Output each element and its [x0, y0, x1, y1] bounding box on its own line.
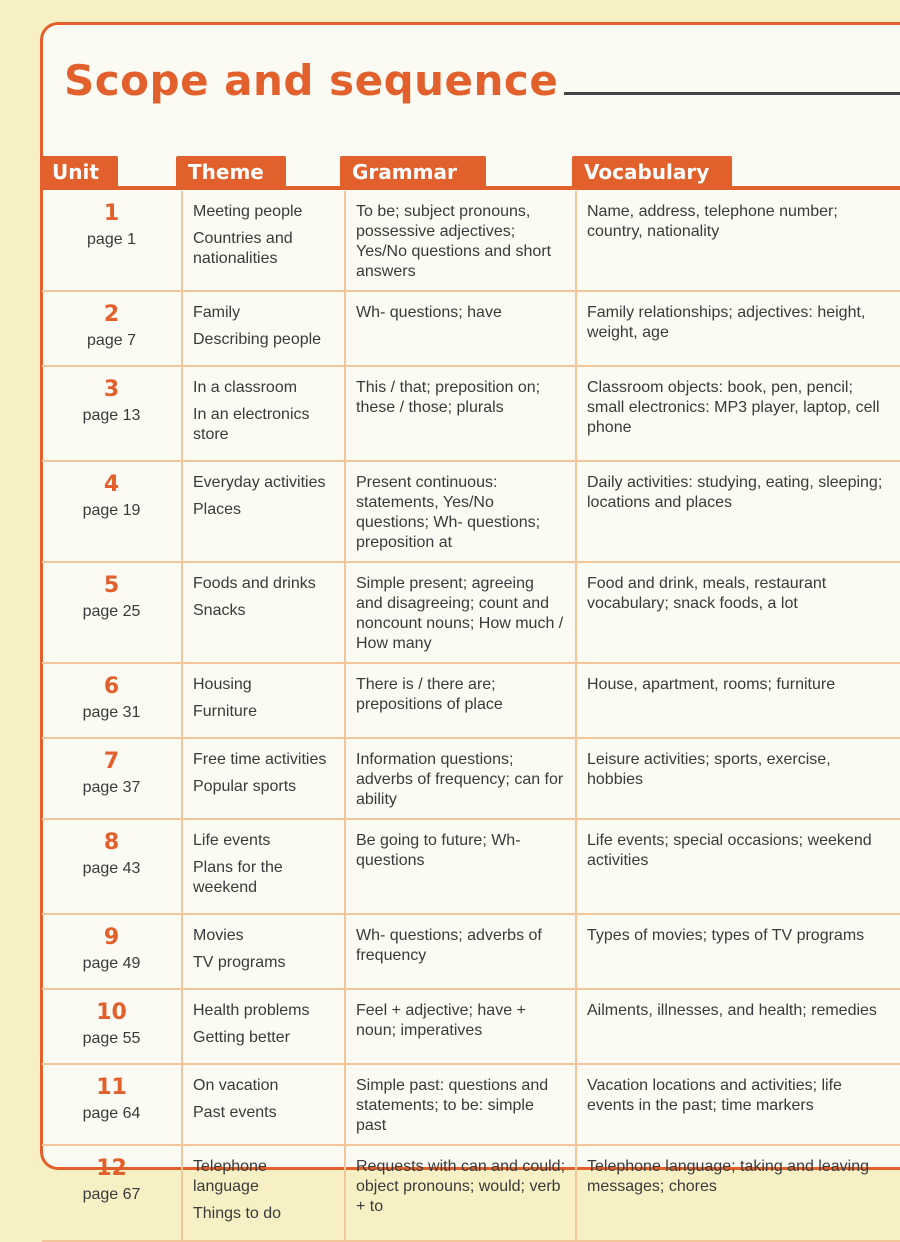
unit-page: page 43: [82, 860, 141, 877]
theme-item: In an electronics store: [193, 406, 310, 443]
header-unit: Unit: [40, 156, 118, 188]
unit-number: 7: [103, 749, 120, 774]
grammar-text: This / that; preposition on; these / those; plurals: [356, 379, 545, 416]
table-row: [42, 819, 900, 914]
vocabulary-text: Types of movies; types of TV programs: [587, 927, 865, 944]
theme-item: Everyday activities: [193, 474, 326, 491]
vocabulary-text: Vacation locations and activities; life events in the past; time markers: [587, 1077, 847, 1114]
grammar-cell: [345, 663, 576, 738]
vocabulary-cell: [576, 1064, 900, 1145]
theme-item: Getting better: [193, 1029, 290, 1046]
unit-page: page 31: [82, 704, 141, 721]
theme-cell: [182, 562, 345, 663]
unit-page: page 25: [82, 603, 141, 620]
grammar-text: Wh- questions; have: [356, 304, 502, 321]
theme-item: Life events: [193, 832, 271, 849]
unit-page: page 55: [82, 1030, 141, 1047]
theme-item: Describing people: [193, 331, 322, 348]
theme-item: On vacation: [193, 1077, 279, 1094]
unit-page: page 13: [82, 407, 141, 424]
grammar-text: Be going to future; Wh- questions: [356, 832, 525, 869]
theme-cell: [182, 366, 345, 461]
table-row: [42, 1064, 900, 1145]
unit-cell: [42, 1064, 182, 1145]
unit-cell: [42, 1145, 182, 1241]
theme-item: Free time activities: [193, 751, 327, 768]
scope-table: [42, 191, 900, 1242]
unit-page: page 64: [82, 1105, 141, 1122]
unit-cell: [42, 366, 182, 461]
vocabulary-cell: [576, 366, 900, 461]
title-row: [64, 56, 900, 116]
grammar-cell: [345, 191, 576, 291]
vocabulary-cell: [576, 191, 900, 291]
unit-page: page 67: [82, 1186, 141, 1203]
vocabulary-text: Leisure activities; sports, exercise, hobbies: [587, 751, 836, 788]
theme-item: Popular sports: [193, 778, 297, 795]
unit-number: 1: [103, 201, 120, 226]
theme-item: Movies: [193, 927, 244, 944]
theme-cell: [182, 663, 345, 738]
table-row: [42, 663, 900, 738]
theme-cell: [182, 914, 345, 989]
theme-item: Things to do: [193, 1205, 282, 1222]
theme-cell: [182, 191, 345, 291]
table-row: [42, 461, 900, 562]
unit-cell: [42, 738, 182, 819]
theme-cell: [182, 461, 345, 562]
grammar-text: Present continuous: statements, Yes/No questions; Wh- questions; preposition at: [356, 474, 545, 551]
table-row: [42, 191, 900, 291]
unit-cell: [42, 989, 182, 1064]
column-header-tabs: [40, 156, 900, 188]
theme-cell: [182, 1145, 345, 1241]
unit-number: 12: [96, 1156, 127, 1181]
vocabulary-text: Family relationships; adjectives: height, weight, age: [587, 304, 870, 341]
unit-cell: [42, 291, 182, 366]
vocabulary-cell: [576, 291, 900, 366]
table-row: [42, 366, 900, 461]
unit-number: 6: [103, 674, 120, 699]
theme-item: Foods and drinks: [193, 575, 316, 592]
unit-cell: [42, 191, 182, 291]
grammar-cell: [345, 1064, 576, 1145]
theme-cell: [182, 291, 345, 366]
theme-cell: [182, 819, 345, 914]
vocabulary-cell: [576, 461, 900, 562]
vocabulary-cell: [576, 989, 900, 1064]
grammar-text: Wh- questions; adverbs of frequency: [356, 927, 547, 964]
header-theme: Theme: [176, 156, 286, 188]
grammar-cell: [345, 461, 576, 562]
header-grammar: Grammar: [340, 156, 486, 188]
unit-number: 3: [103, 377, 120, 402]
theme-item: Meeting people: [193, 203, 303, 220]
vocabulary-cell: [576, 738, 900, 819]
theme-item: Snacks: [193, 602, 246, 619]
unit-page: page 7: [87, 332, 136, 349]
grammar-text: To be; subject pronouns, possessive adjectives; Yes/No questions and short answers: [356, 203, 556, 280]
grammar-cell: [345, 291, 576, 366]
vocabulary-text: Food and drink, meals, restaurant vocabulary; snack foods, a lot: [587, 575, 831, 612]
table-row: [42, 914, 900, 989]
theme-item: Countries and nationalities: [193, 230, 293, 267]
vocabulary-cell: [576, 819, 900, 914]
table-row: [42, 1145, 900, 1241]
grammar-cell: [345, 366, 576, 461]
theme-item: Past events: [193, 1104, 277, 1121]
unit-cell: [42, 914, 182, 989]
unit-page: page 49: [82, 955, 141, 972]
theme-cell: [182, 989, 345, 1064]
unit-cell: [42, 562, 182, 663]
vocabulary-cell: [576, 562, 900, 663]
unit-cell: [42, 663, 182, 738]
unit-number: 8: [103, 830, 120, 855]
table-row: [42, 989, 900, 1064]
theme-item: Telephone language: [193, 1158, 267, 1195]
page-title: Scope and sequence: [64, 56, 559, 105]
theme-cell: [182, 738, 345, 819]
table-row: [42, 738, 900, 819]
grammar-cell: [345, 989, 576, 1064]
unit-number: 10: [96, 1000, 127, 1025]
vocabulary-text: Classroom objects: book, pen, pencil; small electronics: MP3 player, laptop, cell phone: [587, 379, 885, 436]
grammar-cell: [345, 738, 576, 819]
theme-item: Housing: [193, 676, 252, 693]
header-vocabulary: Vocabulary: [572, 156, 732, 188]
table-row: [42, 562, 900, 663]
theme-item: Places: [193, 501, 242, 518]
theme-item: TV programs: [193, 954, 286, 971]
grammar-text: There is / there are; prepositions of place: [356, 676, 503, 713]
grammar-cell: [345, 819, 576, 914]
unit-number: 5: [103, 573, 120, 598]
unit-page: page 19: [82, 502, 141, 519]
unit-number: 9: [103, 925, 120, 950]
grammar-text: Simple present; agreeing and disagreeing; count and noncount nouns; How much / How many: [356, 575, 568, 652]
unit-page: page 37: [82, 779, 141, 796]
vocabulary-text: Telephone language; taking and leaving messages; chores: [587, 1158, 874, 1195]
unit-number: 11: [96, 1075, 127, 1100]
unit-cell: [42, 461, 182, 562]
vocabulary-cell: [576, 914, 900, 989]
vocabulary-text: House, apartment, rooms; furniture: [587, 676, 836, 693]
vocabulary-text: Name, address, telephone number; country, nationality: [587, 203, 843, 240]
theme-item: Family: [193, 304, 241, 321]
vocabulary-text: Daily activities: studying, eating, sleeping; locations and places: [587, 474, 887, 511]
unit-number: 4: [103, 472, 120, 497]
vocabulary-cell: [576, 1145, 900, 1241]
unit-cell: [42, 819, 182, 914]
grammar-text: Information questions; adverbs of frequency; can for ability: [356, 751, 568, 808]
theme-item: Furniture: [193, 703, 258, 720]
grammar-cell: [345, 914, 576, 989]
header-rule: [40, 186, 900, 190]
unit-page: page 1: [87, 231, 136, 248]
theme-item: Plans for the weekend: [193, 859, 283, 896]
grammar-text: Feel + adjective; have + noun; imperatives: [356, 1002, 531, 1039]
unit-number: 2: [103, 302, 120, 327]
grammar-cell: [345, 562, 576, 663]
vocabulary-text: Ailments, illnesses, and health; remedies: [587, 1002, 877, 1019]
theme-item: Health problems: [193, 1002, 310, 1019]
grammar-cell: [345, 1145, 576, 1241]
theme-item: In a classroom: [193, 379, 298, 396]
grammar-text: Requests with can and could; object pronouns; would; verb + to: [356, 1158, 570, 1215]
vocabulary-text: Life events; special occasions; weekend activities: [587, 832, 877, 869]
vocabulary-cell: [576, 663, 900, 738]
table-body: [42, 191, 900, 1241]
theme-cell: [182, 1064, 345, 1145]
table-row: [42, 291, 900, 366]
title-rule: [564, 92, 900, 95]
grammar-text: Simple past: questions and statements; to be: simple past: [356, 1077, 553, 1134]
